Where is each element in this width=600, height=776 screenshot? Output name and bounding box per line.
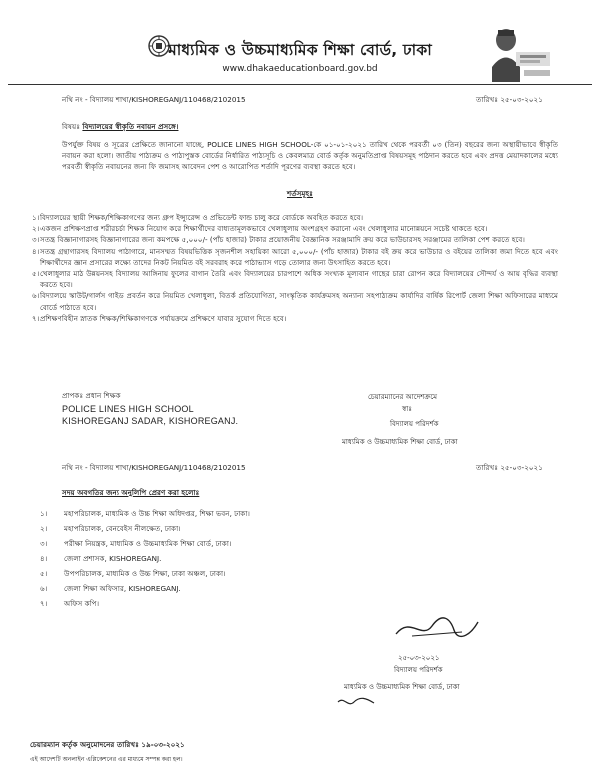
signer-title: বিদ্যালয় পরিদর্শক	[390, 420, 439, 428]
signature2-title: বিদ্যালয় পরিদর্শক	[394, 666, 443, 674]
copy-item: ৪। জেলা প্রশাসক, KISHOREGANJ.	[40, 554, 162, 563]
copies-list	[40, 508, 540, 613]
conditions-list	[32, 212, 558, 324]
condition-item: ৩। সতন্ত্র বিজ্ঞানাগারসহ বিজ্ঞানাগারের জন্য কমপক্ষে ৫,০০০/- (পাঁচ হাজার) টাকার প্রয়োজনীয় বৈজ্ঞানিক সরঞ্জামাদি ক্রয় করে ভাউচারসহ সরঞ্জামের তালিকা পেশ করতে হবে।	[32, 235, 525, 245]
conditions-heading: শর্তসমূহঃ	[287, 189, 313, 198]
subject-line	[62, 122, 178, 134]
copy-item: ২। মহাপরিচালক, বেনবেইস নীলক্ষেত, ঢাকা।	[40, 524, 181, 533]
memo-number: নথি নং - বিদ্যালয় শাখা/KISHOREGANJ/110468/2102015	[62, 95, 246, 104]
copy-item: ১। মহাপরিচালক, মাধ্যমিক ও উচ্চ শিক্ষা অধিদপ্তর, শিক্ষা ভবন, ঢাকা।	[40, 509, 250, 518]
subject-text: বিদ্যালয়ের স্বীকৃতি নবায়ন প্রসঙ্গে।	[82, 122, 179, 131]
chairman-order: চেয়ারম্যানের আদেশক্রমে	[368, 393, 437, 401]
board-title: মাধ্যমিক ও উচ্চমাধ্যমিক শিক্ষা বোর্ড, ঢাকা	[168, 41, 432, 59]
signature2-office: মাধ্যমিক ও উচ্চমাধ্যমিক শিক্ষা বোর্ড, ঢাকা	[344, 683, 460, 691]
recipient-address	[62, 403, 238, 427]
signer-office: মাধ্যমিক ও উচ্চমাধ্যমিক শিক্ষা বোর্ড, ঢাকা	[342, 438, 458, 446]
copy-item: ৩। পরীক্ষা নিয়ন্ত্রক, মাধ্যমিক ও উচ্চমাধ্যমিক শিক্ষা বোর্ড, ঢাকা।	[40, 539, 232, 548]
copy-memo-number: নথি নং - বিদ্যালয় শাখা/KISHOREGANJ/110468/2102015	[62, 463, 246, 472]
signature2-date: ২৫-০৩-২০২১	[398, 654, 440, 662]
copy-item: ৬। জেলা শিক্ষা অফিসার, KISHOREGANJ.	[40, 584, 181, 593]
inspector-signature-icon	[392, 612, 482, 642]
condition-item: ৬। বিদ্যালয়ে স্কাউট/গার্লস গাইড প্রবর্তন করে নিয়মিত খেলাধুলা, বিতর্ক প্রতিযোগিতা, সাংস্কৃতিক কার্যক্রমসহ অন্যান্য সহপাঠ্যক্রম কার্যাদির বার্ষিক রিপোর্ট জেলা শিক্ষা অফিসারের মাধ্যমে বোর্ডে পাঠাতে হবে।	[32, 291, 558, 312]
board-website: www.dhakaeducationboard.gov.bd	[222, 64, 378, 74]
copies-heading: সদয় অবগতির জন্য অনুলিপি প্রেরণ করা হলোঃ	[62, 488, 200, 497]
memo-date: তারিখঃ ২৫-০৩-২০২১	[476, 95, 543, 104]
approval-date: চেয়ারম্যান কর্তৃক অনুমোদনের তারিখঃ ১৯-০৩-২০২১	[30, 740, 185, 749]
recipient-school: POLICE LINES HIGH SCHOOL	[62, 404, 194, 414]
copy-item: ৭। অফিস কপি।	[40, 599, 100, 608]
condition-item: ২। একজন প্রশিক্ষণপ্রাপ্ত শরীরচর্চা শিক্ষক নিয়োগ করে শিক্ষার্থীদের বাধ্যতামূলকভাবে খেলাধুলায় অংশগ্রহণ করানো এবং খেলাধুলার মানোন্নয়নে সচেষ্ট থাকতে হবে।	[32, 224, 488, 234]
recipient-location: KISHOREGANJ SADAR, KISHOREGANJ.	[62, 416, 239, 426]
condition-item: ৭। প্রশিক্ষণবিহীন স্নাতক শিক্ষক/শিক্ষিকাগণকে পর্যায়ক্রমে প্রশিক্ষণে যাবার সুযোগ দিতে হবে।	[32, 313, 287, 323]
online-note: এই আদেশটি অনলাইন এপ্লিকেশনের এর মাধ্যমে সম্পন্ন করা হল।	[30, 756, 183, 763]
signed-mark: স্বাঃ	[402, 405, 413, 413]
condition-item: ৪। সতন্ত্র গ্রন্থাগারসহ বিদ্যালয় পাঠাগারে, মানসম্মত বিষয়ভিত্তিক সৃজনশীল সহায়িকা আরো ৫,০০০/- (পাঁচ হাজার) টাকার বই ক্রয় করে ভাউচার ও বইয়ের তালিকা জমা দিতে হবে এবং শিক্ষার্থীদের জ্ঞান প্রসারের লক্ষ্যে তাদের নিকট নিয়মিত বই সরবরাহ করে পাঠাভ্যাস গড়ে তোলার জন্য উৎসাহিত করতে হবে।	[32, 246, 558, 267]
header-rule	[8, 84, 592, 85]
copy-memo-date: তারিখঃ ২৫-০৩-২০২১	[476, 463, 543, 472]
subject-label: বিষয়ঃ	[62, 122, 81, 131]
condition-item: ৫। খেলাধুলার মাঠ উন্নয়নসহ বিদ্যালয় আঙ্গিনায় ফুলের বাগান তৈরি এবং বিদ্যালয়ের চারপাশে অধিক সংখ্যক মূল্যবান গাছের চারা রোপন করে বিদ্যালয়ের সৌন্দর্য ও আয় বৃদ্ধির ব্যবস্থা করতে হবে।	[32, 269, 558, 290]
copy-item: ৫। উপপরিচালক, মাধ্যমিক ও উচ্চ শিক্ষা, ঢাকা অঞ্চল, ঢাকা।	[40, 569, 226, 578]
intro-paragraph: উপর্যুক্ত বিষয় ও সূত্রের প্রেক্ষিতে জানানো যাচ্ছে, POLICE LINES HIGH SCHOOL-কে ০১-০১-২০২১ তারিখ থেকে পরবর্তী ০৩ (তিন) বছরের জন্য অস্থায়ীভাবে স্বীকৃতি নবায়ন করা হলো। জাতীয় পাঠ্যক্রম ও পাঠ্যপুস্তক বোর্ডের নির্ধারিত পাঠ্যসূচি ও কেবলমাত্র বোর্ড কর্তৃক অনুমতিপ্রাপ্ত বিষয়সমূহ পাঠদান করতে হবে এবং প্রদত্ত মেয়াদকালের মধ্যে পরবর্তী স্বীকৃতি নবায়নের জন্য ফি জমাসহ আবেদন পেশ ও আরোপিত শর্তাদি পূরণের ব্যবস্থা করতে হবে।	[62, 140, 558, 172]
recipient-label: প্রাপকঃ প্রধান শিক্ষক	[62, 391, 121, 400]
initial-mark-icon	[336, 696, 376, 708]
condition-item: ১। বিদ্যালয়ের স্থায়ী শিক্ষক/শিক্ষিকাগণের জন্য গ্রুপ ইন্স্যুরেন্স ও প্রভিডেন্ট ফান্ড চালু করে বোর্ডকে অবহিত করতে হবে।	[32, 213, 364, 222]
mujib-year-logo-icon	[484, 22, 556, 88]
